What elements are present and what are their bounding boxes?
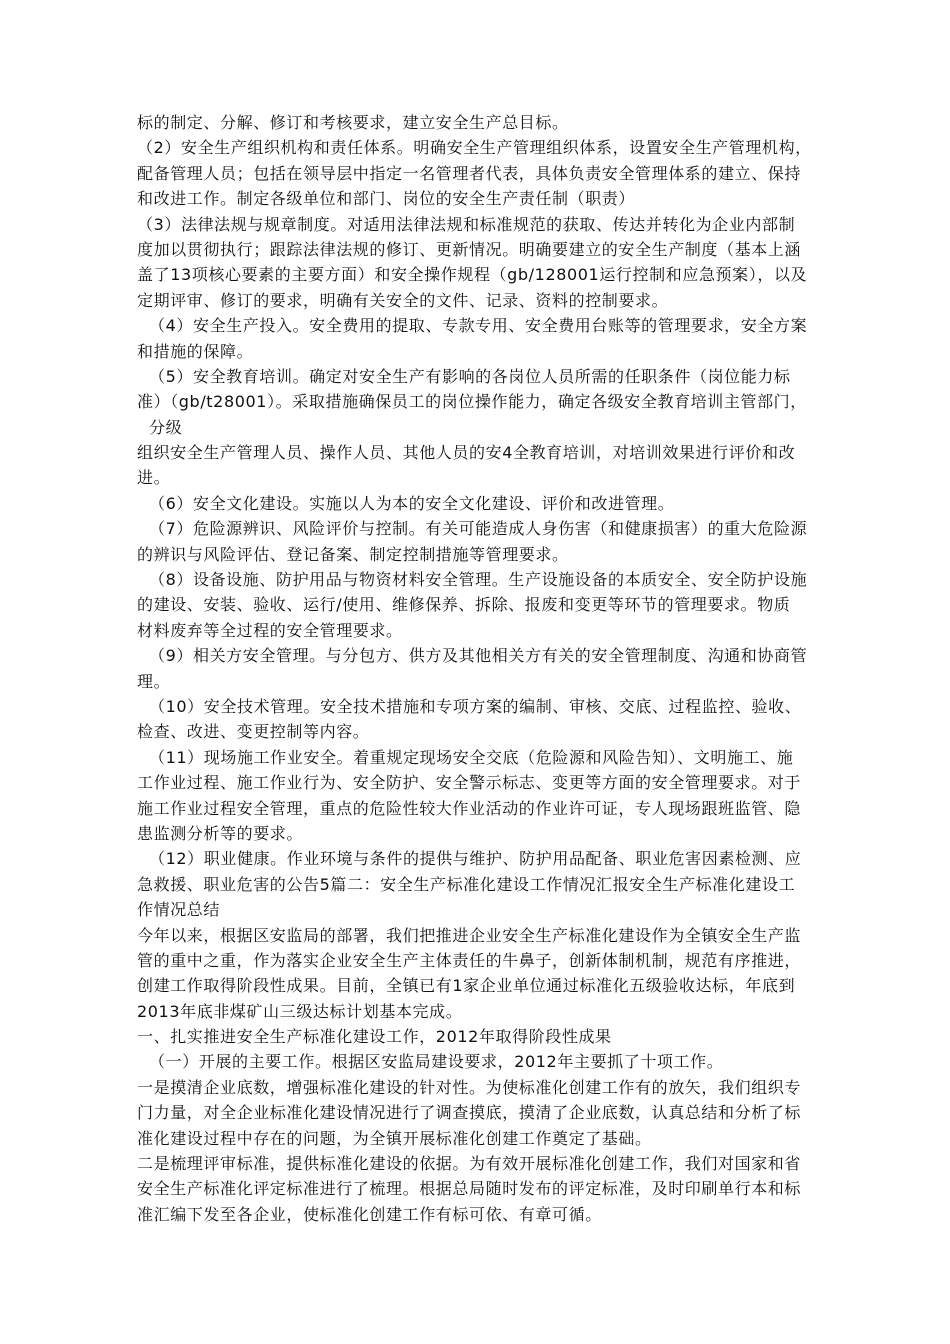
text-line: （10）安全技术管理。安全技术措施和专项方案的编制、审核、交底、过程监控、验收、	[149, 696, 802, 716]
text-line: 今年以来，根据区安监局的部署，我们把推进企业安全生产标准化建设作为全镇安全生产监	[137, 925, 802, 945]
text-line: （9）相关方安全管理。与分包方、供方及其他相关方有关的安全管理制度、沟通和协商管	[149, 646, 808, 666]
text-line: （7）危险源辨识、风险评价与控制。有关可能造成人身伤害（和健康损害）的重大危险源	[149, 519, 808, 539]
text-line: （5）安全教育培训。确定对安全生产有影响的各岗位人员所需的任职条件（岗位能力标	[149, 366, 791, 386]
text-line: 患监测分析等的要求。	[137, 823, 304, 843]
text-line: 盖了13项核心要素的主要方面）和安全操作规程（gb/128001运行控制和应急预案），以及	[137, 265, 808, 285]
text-line: 作情况总结	[137, 900, 221, 920]
text-line: 门力量，对全企业标准化建设情况进行了调查摸底，摸清了企业底数，认真总结和分析了标	[137, 1103, 802, 1123]
text-line: 施工作业过程安全管理，重点的危险性较大作业活动的作业许可证，专人现场跟班监管、隐	[137, 798, 802, 818]
text-line: 度加以贯彻执行；跟踪法律法规的修订、更新情况。明确要建立的安全生产制度（基本上涵	[137, 239, 802, 259]
text-line: 标的制定、分解、修订和考核要求，建立安全生产总目标。	[137, 113, 569, 132]
text-line: 检查、改进、变更控制等内容。	[137, 722, 370, 742]
document-body	[137, 110, 827, 1227]
text-line: （4）安全生产投入。安全费用的提取、专款专用、安全费用台账等的管理要求，安全方案	[149, 316, 808, 336]
text-line: 定期评审、修订的要求，明确有关安全的文件、记录、资料的控制要求。	[137, 290, 669, 310]
text-line: （11）现场施工作业安全。着重规定现场安全交底（危险源和风险告知）、文明施工、施	[149, 747, 794, 767]
text-line: 准化建设过程中存在的问题，为全镇开展标准化创建工作奠定了基础。	[137, 1128, 652, 1148]
text-line: 进。	[137, 468, 171, 488]
text-line: （6）安全文化建设。实施以人为本的安全文化建设、评价和改进管理。	[149, 493, 675, 513]
text-line: 分级	[149, 417, 183, 437]
text-line: （2）安全生产组织机构和责任体系。明确安全生产管理组织体系，设置安全生产管理机构，	[137, 138, 812, 158]
text-line: 准）（gb/t28001）。采取措施确保员工的岗位操作能力，确定各级安全教育培训主管部门，	[137, 392, 807, 412]
text-line: 安全生产标准化评定标准进行了梳理。根据总局随时发布的评定标准，及时印刷单行本和标	[137, 1179, 802, 1199]
text-line: 工作业过程、施工作业行为、安全防护、安全警示标志、变更等方面的安全管理要求。对于	[137, 773, 802, 793]
text-line: 创建工作取得阶段性成果。目前，全镇已有1家企业单位通过标准化五级验收达标，年底到	[137, 976, 796, 996]
text-line: （一）开展的主要工作。根据区安监局建设要求，2012年主要抓了十项工作。	[149, 1052, 724, 1072]
text-line: 的建设、安装、验收、运行/使用、维修保养、拆除、报废和变更等环节的管理要求。物质	[137, 595, 791, 615]
text-line: （12）职业健康。作业环境与条件的提供与维护、防护用品配备、职业危害因素检测、应	[149, 849, 802, 869]
text-line: 2013年底非煤矿山三级达标计划基本完成。	[137, 1001, 463, 1021]
text-line: （8）设备设施、防护用品与物资材料安全管理。生产设施设备的本质安全、安全防护设施	[149, 570, 808, 590]
text-line: 一是摸清企业底数，增强标准化建设的针对性。为使标准化创建工作有的放矢，我们组织专	[137, 1077, 802, 1097]
text-line: （3）法律法规与规章制度。对适用法律法规和标准规范的获取、传达并转化为企业内部制	[137, 214, 796, 234]
text-line: 和改进工作。制定各级单位和部门、岗位的安全生产责任制（职责）	[137, 189, 636, 209]
text-line: 的辨识与风险评估、登记备案、制定控制措施等管理要求。	[137, 544, 569, 564]
text-line: 和措施的保障。	[137, 341, 254, 361]
text-line: 急救援、职业危害的公告5篇二：安全生产标准化建设工作情况汇报安全生产标准化建设工	[137, 874, 796, 894]
text-line: 准汇编下发至各企业，使标准化创建工作有标可依、有章可循。	[137, 1204, 602, 1224]
text-line: 理。	[137, 671, 171, 691]
text-line: 组织安全生产管理人员、操作人员、其他人员的安4全教育培训，对培训效果进行评价和改	[137, 443, 796, 463]
text-line: 二是梳理评审标准，提供标准化建设的依据。为有效开展标准化创建工作，我们对国家和省	[137, 1154, 802, 1174]
text-line: 一、扎实推进安全生产标准化建设工作，2012年取得阶段性成果	[137, 1027, 612, 1047]
text-line: 材料废弃等全过程的安全管理要求。	[137, 620, 403, 640]
text-line: 配备管理人员；包括在领导层中指定一名管理者代表，具体负责安全管理体系的建立、保持	[137, 163, 802, 183]
text-line: 管的重中之重，作为落实企业安全生产主体责任的牛鼻子，创新体制机制，规范有序推进，	[137, 950, 802, 970]
